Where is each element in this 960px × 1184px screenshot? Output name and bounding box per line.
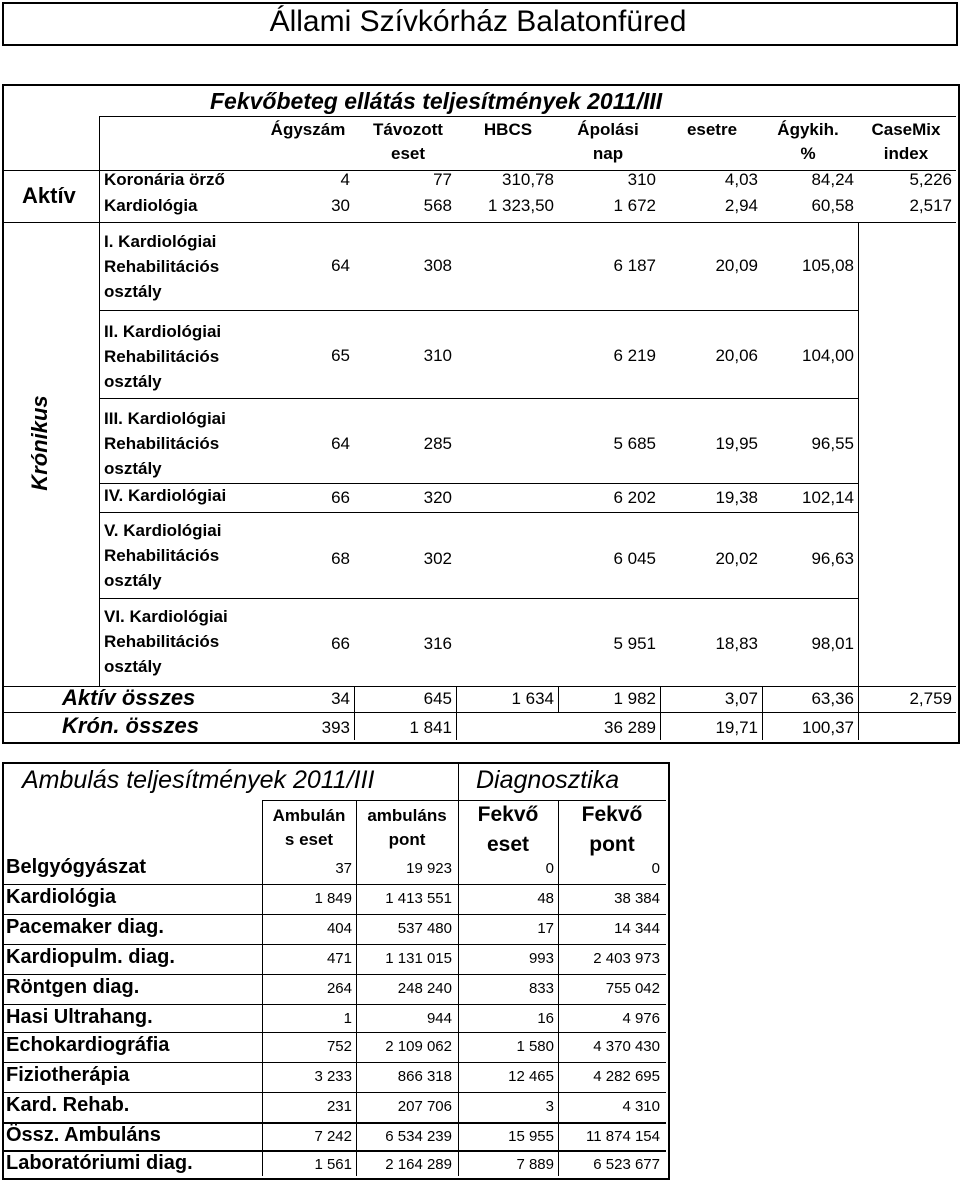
- cell: 15 955: [508, 1128, 554, 1145]
- cell: 20,09: [715, 256, 758, 275]
- row-label: III. Kardiológiai Rehabilitációs osztály: [104, 409, 226, 478]
- aktiv-total-label: Aktív összes: [62, 685, 196, 710]
- cell: 231: [326, 1098, 352, 1115]
- divider: [99, 398, 858, 399]
- row-label: VI. Kardiológiai Rehabilitációs osztály: [104, 607, 228, 676]
- inpatient-title: Fekvőbeteg ellátás teljesítmények 2011/III: [210, 88, 663, 114]
- cell: 20,06: [715, 346, 758, 365]
- cell: 310: [423, 346, 452, 365]
- cell: 6 045: [613, 549, 656, 568]
- row-label: Röntgen diag.: [6, 976, 140, 998]
- kronikus-label: Krónikus: [27, 395, 52, 491]
- row-label: II. Kardiológiai Rehabilitációs osztály: [104, 322, 222, 391]
- divider: [858, 222, 859, 740]
- cell: 755 042: [605, 980, 660, 997]
- divider: [2, 222, 956, 223]
- cell: 16: [537, 1010, 554, 1027]
- cell: 1 580: [516, 1038, 554, 1055]
- cell: 944: [426, 1010, 452, 1027]
- divider: [2, 1062, 666, 1063]
- cell: 393: [321, 718, 350, 737]
- divider: [456, 686, 457, 740]
- row-label: Pacemaker diag.: [6, 916, 164, 938]
- row-label: Fiziotherápia: [6, 1064, 130, 1086]
- divider: [99, 483, 858, 484]
- cell: 64: [331, 256, 350, 275]
- cell: 248 240: [397, 980, 452, 997]
- cell: 2,517: [909, 196, 952, 215]
- cell: 4 282 695: [593, 1068, 660, 1085]
- cell: 1 131 015: [385, 950, 452, 967]
- outpatient-title: Ambulás teljesítmények 2011/III: [22, 766, 375, 794]
- divider: [99, 310, 858, 311]
- row-label: Echokardiográfia: [6, 1034, 170, 1056]
- divider: [2, 1004, 666, 1005]
- kron-total-label: Krón. összes: [62, 713, 199, 738]
- header-cell: Fekvő pont: [581, 803, 643, 856]
- cell: 752: [326, 1038, 352, 1055]
- cell: 66: [331, 488, 350, 507]
- header-cell: Távozott eset: [373, 120, 443, 163]
- cell: 19 923: [406, 860, 452, 877]
- cell: 1 413 551: [385, 890, 452, 907]
- cell: 1: [343, 1010, 352, 1027]
- cell: 2 403 973: [593, 950, 660, 967]
- cell: 320: [423, 488, 452, 507]
- cell: 14 344: [614, 920, 660, 937]
- cell: 104,00: [802, 346, 854, 365]
- cell: 568: [423, 196, 452, 215]
- cell: 77: [433, 170, 452, 189]
- row-label: Össz. Ambuláns: [6, 1124, 161, 1146]
- cell: 302: [423, 549, 452, 568]
- header-cell: esetre: [686, 120, 738, 139]
- cell: 2 109 062: [385, 1038, 452, 1055]
- cell: 6 219: [613, 346, 656, 365]
- divider: [2, 1092, 666, 1093]
- cell: 4 370 430: [593, 1038, 660, 1055]
- row-label: I. Kardiológiai Rehabilitációs osztály: [104, 232, 220, 301]
- cell: 1 672: [613, 196, 656, 215]
- divider: [99, 116, 100, 686]
- diagnosztika-title: Diagnosztika: [476, 766, 620, 794]
- cell: 100,37: [802, 718, 854, 737]
- cell: 34: [331, 689, 350, 708]
- cell: 0: [651, 860, 660, 877]
- cell: 60,58: [811, 196, 854, 215]
- cell: 285: [423, 434, 452, 453]
- header-cell: Fekvő eset: [477, 803, 539, 856]
- cell: 30: [331, 196, 350, 215]
- cell: 537 480: [397, 920, 452, 937]
- row-label: Kard. Rehab.: [6, 1094, 130, 1116]
- cell: 98,01: [811, 634, 854, 653]
- cell: 993: [528, 950, 554, 967]
- cell: 19,38: [715, 488, 758, 507]
- cell: 2,759: [909, 689, 952, 708]
- divider: [660, 686, 661, 740]
- cell: 310: [627, 170, 656, 189]
- divider: [2, 944, 666, 945]
- cell: 1 634: [511, 689, 554, 708]
- header-cell: Ágyszám: [270, 120, 346, 139]
- cell: 63,36: [811, 689, 854, 708]
- cell: 66: [331, 634, 350, 653]
- divider: [2, 1032, 666, 1033]
- divider: [99, 116, 956, 117]
- divider: [2, 884, 666, 885]
- cell: 471: [326, 950, 352, 967]
- cell: 37: [335, 860, 352, 877]
- cell: 2 164 289: [385, 1156, 452, 1173]
- row-label: Kardiológia: [6, 886, 117, 908]
- cell: 1 841: [409, 718, 452, 737]
- cell: 1 561: [314, 1156, 352, 1173]
- row-label: Koronária örző: [104, 170, 225, 189]
- cell: 18,83: [715, 634, 758, 653]
- cell: 19,95: [715, 434, 758, 453]
- cell: 64: [331, 434, 350, 453]
- page-title: Állami Szívkórház Balatonfüred: [269, 5, 687, 38]
- cell: 4 976: [622, 1010, 660, 1027]
- cell: 48: [537, 890, 554, 907]
- aktiv-label: Aktív: [22, 183, 76, 208]
- cell: 310,78: [502, 170, 554, 189]
- cell: 5 951: [613, 634, 656, 653]
- divider: [354, 686, 355, 740]
- cell: 308: [423, 256, 452, 275]
- row-label: Belgyógyászat: [6, 856, 147, 878]
- header-cell: ambuláns pont: [367, 806, 447, 849]
- cell: 264: [326, 980, 352, 997]
- divider: [558, 686, 559, 712]
- header-cell: CaseMix index: [871, 120, 941, 163]
- row-label: Kardiológia: [104, 196, 198, 215]
- cell: 6 523 677: [593, 1156, 660, 1173]
- cell: 2,94: [724, 196, 758, 215]
- cell: 4,03: [724, 170, 758, 189]
- cell: 833: [528, 980, 554, 997]
- header-cell: Ambulán s eset: [272, 806, 346, 849]
- cell: 84,24: [811, 170, 854, 189]
- cell: 3,07: [724, 689, 758, 708]
- cell: 7 889: [516, 1156, 554, 1173]
- divider: [99, 512, 858, 513]
- divider: [2, 914, 666, 915]
- cell: 19,71: [715, 718, 758, 737]
- cell: 7 242: [314, 1128, 352, 1145]
- row-label: Laboratóriumi diag.: [6, 1152, 193, 1174]
- row-label: Hasi Ultrahang.: [6, 1006, 153, 1028]
- header-cell: HBCS: [483, 120, 533, 139]
- cell: 96,55: [811, 434, 854, 453]
- cell: 1 323,50: [487, 196, 554, 215]
- cell: 6 202: [613, 488, 656, 507]
- row-label: V. Kardiológiai Rehabilitációs osztály: [104, 521, 222, 590]
- cell: 3 233: [314, 1068, 352, 1085]
- cell: 38 384: [614, 890, 660, 907]
- cell: 36 289: [604, 718, 656, 737]
- cell: 4: [340, 170, 350, 189]
- cell: 17: [537, 920, 554, 937]
- cell: 6 534 239: [385, 1128, 452, 1145]
- cell: 20,02: [715, 549, 758, 568]
- cell: 645: [423, 689, 452, 708]
- cell: 207 706: [397, 1098, 452, 1115]
- cell: 866 318: [397, 1068, 452, 1085]
- cell: 68: [331, 549, 350, 568]
- cell: 1 982: [613, 689, 656, 708]
- row-label: Kardiopulm. diag.: [6, 946, 175, 968]
- cell: 5 685: [613, 434, 656, 453]
- header-cell: Ágykih. %: [777, 120, 839, 163]
- cell: 65: [331, 346, 350, 365]
- cell: 3: [545, 1098, 554, 1115]
- cell: 12 465: [508, 1068, 554, 1085]
- cell: 4 310: [622, 1098, 660, 1115]
- cell: 11 874 154: [586, 1128, 660, 1145]
- cell: 5,226: [909, 170, 952, 189]
- cell: 404: [326, 920, 352, 937]
- cell: 102,14: [802, 488, 854, 507]
- cell: 105,08: [802, 256, 854, 275]
- row-label: IV. Kardiológiai: [104, 486, 227, 505]
- cell: 0: [545, 860, 554, 877]
- cell: 1 849: [314, 890, 352, 907]
- divider: [2, 974, 666, 975]
- cell: 96,63: [811, 549, 854, 568]
- header-cell: Ápolási nap: [577, 120, 639, 163]
- cell: 316: [423, 634, 452, 653]
- divider: [99, 598, 858, 599]
- cell: 6 187: [613, 256, 656, 275]
